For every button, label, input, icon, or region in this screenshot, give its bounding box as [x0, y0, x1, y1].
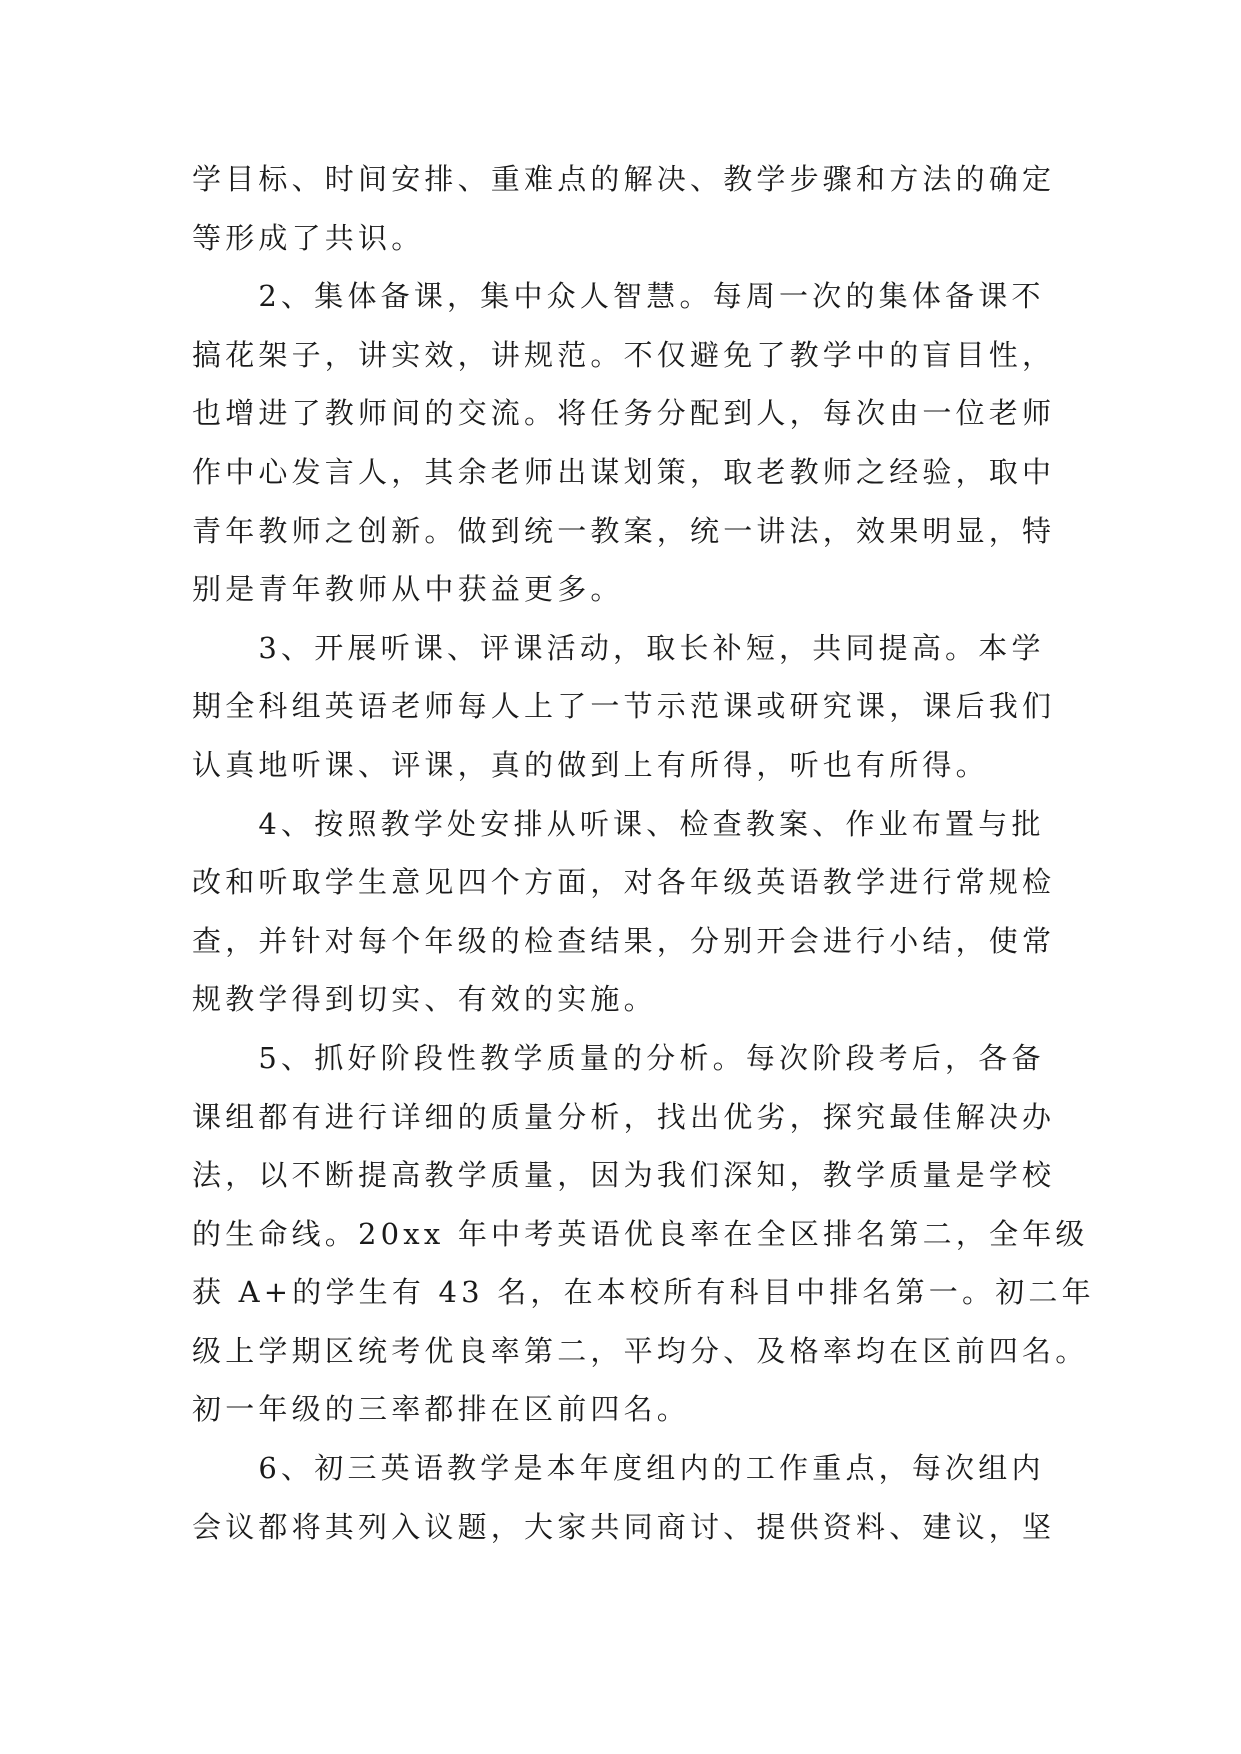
text-line: 获 A+的学生有 43 名，在本校所有科目中排名第一。初二年 — [192, 1275, 1095, 1310]
paragraph-3-start: 3、开展听课、评课活动，取长补短，共同提高。本学 — [192, 630, 1045, 665]
text-line: 的生命线。20xx 年中考英语优良率在全区排名第二，全年级 — [192, 1216, 1089, 1251]
text-line: 学目标、时间安排、重难点的解决、教学步骤和方法的确定 — [192, 162, 1056, 196]
document-body — [192, 150, 1095, 1556]
paragraph-6-start: 6、初三英语教学是本年度组内的工作重点，每次组内 — [192, 1451, 1045, 1486]
text-line: 法，以不断提高教学质量，因为我们深知，教学质量是学校 — [192, 1158, 1056, 1193]
text-line: 也增进了教师间的交流。将任务分配到人，每次由一位老师 — [192, 396, 1056, 431]
paragraph-4-start: 4、按照教学处安排从听课、检查教案、作业布置与批 — [192, 806, 1045, 841]
text-line: 别是青年教师从中获益更多。 — [192, 572, 624, 607]
paragraph-5-start: 5、抓好阶段性教学质量的分析。每次阶段考后，各备 — [192, 1040, 1045, 1075]
text-line: 作中心发言人，其余老师出谋划策，取老教师之经验，取中 — [192, 454, 1056, 489]
text-line: 查，并针对每个年级的检查结果，分别开会进行小结，使常 — [192, 923, 1056, 958]
text-line: 等形成了共识。 — [192, 220, 425, 255]
text-line: 期全科组英语老师每人上了一节示范课或研究课，课后我们 — [192, 689, 1056, 724]
text-line: 课组都有进行详细的质量分析，找出优劣，探究最佳解决办 — [192, 1099, 1056, 1134]
text-line: 改和听取学生意见四个方面，对各年级英语教学进行常规检 — [192, 865, 1056, 900]
text-line: 认真地听课、评课，真的做到上有所得，听也有所得。 — [192, 747, 989, 782]
text-line: 初一年级的三率都排在区前四名。 — [192, 1392, 691, 1427]
text-line: 搞花架子，讲实效，讲规范。不仅避免了教学中的盲目性， — [192, 337, 1056, 372]
text-line: 级上学期区统考优良率第二，平均分、及格率均在区前四名。 — [192, 1333, 1089, 1368]
paragraph-2-start: 2、集体备课，集中众人智慧。每周一次的集体备课不 — [192, 279, 1045, 314]
text-line: 规教学得到切实、有效的实施。 — [192, 982, 657, 1017]
text-line: 青年教师之创新。做到统一教案，统一讲法，效果明显，特 — [192, 513, 1056, 548]
text-line: 会议都将其列入议题，大家共同商讨、提供资料、建议，坚 — [192, 1509, 1056, 1544]
